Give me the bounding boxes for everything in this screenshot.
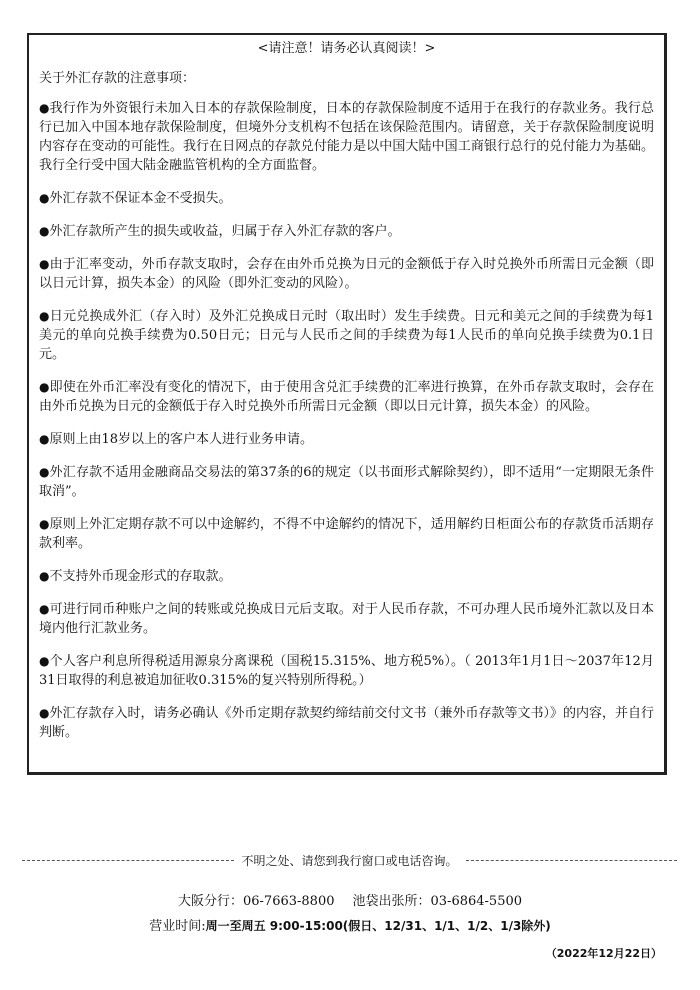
dashed-divider-left: [22, 860, 234, 861]
footer-separator: [22, 852, 677, 868]
osaka-branch-label: 大阪分行：: [177, 894, 243, 909]
business-hours-label: 营业时间:: [149, 919, 206, 934]
notice-item-text: 我行作为外资银行未加入日本的存款保险制度，日本的存款保险制度不适用于在我行的存款业务。我行总行已加入中国本地存款保险制度，但境外分支机构不包括在该保险范围内。请留意，关于存款保险制度说明内容存在变动的可能性。我行在日网点的存款兑付能力是以中国大陆中国工商银行总行的兑付能力为基础。我行全行受中国大陆金融监管机构的全方面监督。: [39, 101, 654, 173]
notice-item-text: 外汇存款不适用金融商品交易法的第37条的6的规定（以书面形式解除契约），即不适用“一定期限无条件取消”。: [39, 465, 654, 499]
bullet-icon: ●: [39, 191, 50, 205]
bullet-icon: ●: [39, 706, 50, 720]
bullet-icon: ●: [39, 654, 50, 668]
contact-prompt: 不明之处、请您到我行窗口或电话咨询。: [241, 853, 458, 868]
bullet-icon: ●: [39, 309, 50, 323]
bullet-icon: ●: [39, 224, 50, 238]
notice-item-text: 原则上外汇定期存款不可以中途解约，不得不中途解约的情况下，适用解约日柜面公布的存款货币活期存款利率。: [39, 517, 654, 551]
bullet-icon: ●: [39, 602, 50, 616]
notice-item-text: 即使在外币汇率没有变化的情况下，由于使用含兑汇手续费的汇率进行换算，在外币存款支取时，会存在由外币兑换为日元的金额低于存入时兑换外币所需日元金额（即以日元计算，损失本金）的风险。: [39, 380, 654, 414]
business-hours-value: 周一至周五 9:00-15:00(假日、12/31、1/1、1/2、1/3除外): [205, 919, 551, 933]
notice-item-tax: [39, 652, 654, 690]
contact-phones: [0, 893, 700, 911]
notice-item-fees: [39, 307, 654, 364]
dashed-divider-right: [466, 860, 678, 861]
notice-item-confirm-document: [39, 704, 654, 742]
notice-item-age: [39, 430, 654, 449]
notice-item-cooling-off: [39, 463, 654, 501]
bullet-icon: ●: [39, 257, 50, 271]
bullet-icon: ●: [39, 432, 50, 446]
ikebukuro-office-label: 池袋出张所：: [352, 894, 431, 909]
notice-item-cash: [39, 567, 654, 586]
osaka-branch-phone: 06-7663-8800: [243, 894, 335, 909]
notice-item-early-termination: [39, 515, 654, 553]
notice-item-text: 外汇存款不保证本金不受损失。: [49, 191, 232, 206]
bullet-icon: ●: [39, 380, 50, 394]
notice-item-text: 个人客户利息所得税适用源泉分离课税（国税15.315%、地方税5%）。（ 2013年1月1日～2037年12月31日取得的利息被追加征收0.315%的复兴特别所得税。）: [39, 654, 654, 688]
notice-item-loss-gain: [39, 222, 654, 241]
notice-item-fx-risk: [39, 255, 654, 293]
notice-box: [27, 33, 667, 775]
notice-item-principal: [39, 189, 654, 208]
notice-item-text: 外汇存款所产生的损失或收益，归属于存入外汇存款的客户。: [49, 224, 401, 239]
notice-intro: 关于外汇存款的注意事项：: [39, 71, 196, 86]
document-date: （2022年12月22日）: [545, 947, 662, 960]
ikebukuro-office-phone: 03-6864-5500: [430, 894, 523, 909]
bullet-icon: ●: [39, 517, 50, 531]
bullet-icon: ●: [39, 465, 50, 479]
notice-title: <请注意！请务必认真阅读！>: [257, 41, 436, 56]
notice-item-text: 可进行同币种账户之间的转账或兑换成日元后支取。对于人民币存款，不可办理人民币境外汇款以及日本境内他行汇款业务。: [39, 602, 654, 636]
notice-item-fee-loss: [39, 378, 654, 416]
bullet-icon: ●: [39, 569, 50, 583]
notice-item-text: 由于汇率变动，外币存款支取时，会存在由外币兑换为日元的金额低于存入时兑换外币所需日元金额（即以日元计算，损失本金）的风险（即外汇变动的风险）。: [39, 257, 654, 291]
notice-item-text: 原则上由18岁以上的客户本人进行业务申请。: [49, 432, 314, 447]
bullet-icon: ●: [39, 101, 50, 115]
notice-item-transfer: [39, 600, 654, 638]
notice-item-text: 外汇存款存入时，请务必确认《外币定期存款契约缔结前交付文书（兼外币存款等文书）》的内容，并自行判断。: [39, 706, 654, 740]
business-hours: [0, 917, 700, 936]
notice-item-text: 不支持外币现金形式的存取款。: [49, 569, 232, 584]
notice-item-deposit-insurance: [39, 99, 654, 175]
notice-item-text: 日元兑换成外汇（存入时）及外汇兑换成日元时（取出时）发生手续费。日元和美元之间的手续费为每1美元的单向兑换手续费为0.50日元；日元与人民币之间的手续费为每1人民币的单向兑换手续费为0.1日元。: [39, 309, 654, 362]
